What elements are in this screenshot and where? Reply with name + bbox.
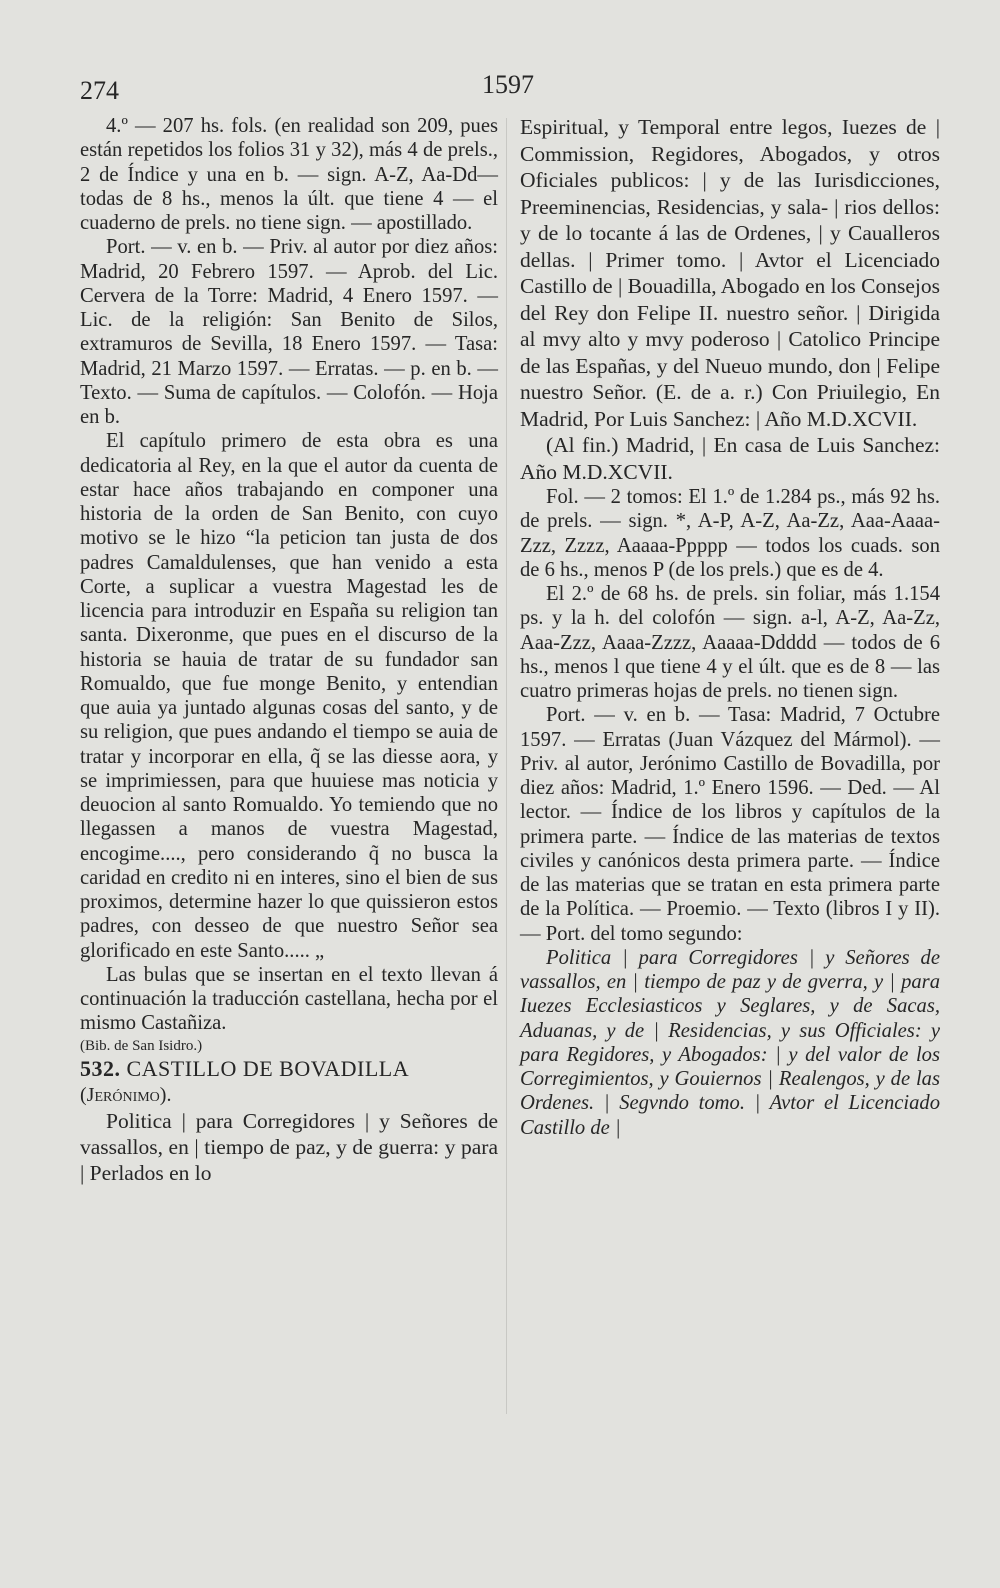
collation-paragraph: 4.º — 207 hs. fols. (en realidad son 209, pues están repetidos los folios 31 y 32), más 4 de prels., 2 de Índice y una en b. — sign. A-Z, Aa-Dd—todas de 8 hs., menos la últ. que tiene 4 — el cuaderno de prels. no tiene sign. — apostillado.	[80, 115, 498, 234]
entry-number: 532.	[80, 1055, 121, 1081]
author-surname: CASTILLO DE BOVADILLA	[126, 1055, 410, 1081]
note-paragraph: Las bulas que se insertan en el texto llevan á continuación la traducción castellana, hecha por el mismo Castañiza.	[80, 963, 498, 1035]
page-number: 274	[80, 76, 119, 105]
author-given-name-line	[80, 1082, 498, 1108]
contents-paragraph: Port. — v. en b. — Priv. al autor por diez años: Madrid, 20 Febrero 1597. — Aprob. del Lic. Cervera de la Torre: Madrid, 4 Enero 1597. — Lic. de la religión: San Benito de Silos, extramuros de Sevilla, 18 Enero 1597. — Tasa: Madrid, 21 Marzo 1597. — Erratas. — p. en b. — Texto. — Suma de capítulos. — Colofón. — Hoja en b.	[80, 236, 498, 428]
collation-vol1: Fol. — 2 tomos: El 1.º de 1.284 ps., más 92 hs. de prels. — sign. *, A-P, A-Z, Aa-Zz, Aaa-Aaaa-Zzz, Zzzz, Aaaaa-Ppppp — todos los cuads. son de 6 hs., menos P (de los prels.) que es de 4.	[520, 486, 940, 581]
commentary-paragraph: El capítulo primero de esta obra es una dedicatoria al Rey, en la que el autor da cuenta de estar hace años trabajando en componer una historia de la orden de San Benito, con cuyo motivo se le hizo “la peticion tan justa de dos padres Camaldulenses, que han venido a esta Corte, a suplicar a vuestra Magestad les de licencia para introduzir en España su religion tan santa. Dixeronme, que pues en el discurso de la historia se hauia de tratar de su fundador san Romualdo, que fue monge Benito, y entendian que auia ya juntado algunas cosas del santo, y de su religion, que pues andando el tiempo se auia de tratar y incorporar en ella, q̃ se las diesse aora, y se imprimiessen, para que huuiese mas noticia y deuocion al santo Romualdo. Yo temiendo que no llegassen a manos de vuestra Magestad, encogime...., pero considerando q̃ no busca la caridad en credito ni en interes, sino el bien de sus proximos, determine hazer lo que quissieron estos padres, con desseo de que nuestro Señor sea glorificado en este Santo..... „	[80, 430, 498, 962]
library-source: (Bib. de San Isidro.)	[80, 1037, 203, 1054]
title-transcription-continued: Espiritual, y Temporal entre legos, Iuezes de | Commission, Regidores, Abogados, y otros Oficiales publicos: | y de las Iurisdicciones, Preeminencias, Residencias, y sala- | rios dellos: y de lo tocante á las de Ordenes, | y Caualleros dellas. | Primer tomo. | Avtor el Licenciado Castillo de | Bouadilla, Abogado en los Consejos del Rey don Felipe II. nuestro señor. | Dirigida al mvy alto y mvy poderoso | Catolico Principe de las Españas, y del Nueuo mundo, don | Felipe nuestro Señor. (E. de a. r.) Con Priuilegio, En Madrid, Por Luis Sanchez: | Año M.D.XCVII.	[520, 115, 940, 431]
title-transcription-start: Politica | para Corregidores | y Señores de vassallos, en | tiempo de paz, y de guerra: y para | Perlados en lo	[80, 1108, 498, 1185]
collation-vol2: El 2.º de 68 hs. de prels. sin foliar, más 1.154 ps. y la h. del colofón — sign. a-l, A-Z, Aa-Zz, Aaa-Zzz, Aaaa-Zzzz, Aaaaa-Ddddd — todos de 6 hs., menos l que tiene 4 y el últ. que es de 8 — las cuatro primeras hojas de prels. no tienen sign.	[520, 583, 940, 702]
right-column	[520, 114, 940, 1140]
colophon-transcription: (Al fin.) Madrid, | En casa de Luis Sanchez: Año M.D.XCVII.	[520, 433, 940, 484]
left-column	[80, 114, 498, 1186]
running-head-year: 1597	[482, 70, 534, 99]
author-given-close: ).	[159, 1083, 172, 1106]
author-given-name: Jerónimo	[86, 1083, 160, 1106]
column-divider	[506, 118, 507, 1414]
entry-heading	[80, 1056, 498, 1082]
contents-description: Port. — v. en b. — Tasa: Madrid, 7 Octubre 1597. — Erratas (Juan Vázquez del Mármol). — Priv. al autor, Jerónimo Castillo de Bovadilla, por diez años: Madrid, 1.º Enero 1596. — Ded. — Al lector. — Índice de los libros y capítulos de la primera parte. — Índice de las materias de textos civiles y canónicos desta primera parte. — Índice de las materias que se tratan en esta primera parte de la Política. — Proemio. — Texto (libros I y II). — Port. del tomo segundo:	[520, 704, 940, 945]
second-volume-title: Politica | para Corregidores | y Señores de vassallos, en | tiempo de paz y de gverra, y | para Iuezes Ecclesiasticos y Seglares, y de Sacas, Aduanas, y de | Residencias, y sus Officiales: y para Regidores, y Abogados: | y del valor de los Corregimientos, y Gouiernos | Realengos, y de las Ordenes. | Segvndo tomo. | Avtor el Licenciado Castillo de |	[520, 946, 940, 1139]
page-header	[0, 64, 1000, 104]
author-given-open: (	[80, 1083, 87, 1106]
